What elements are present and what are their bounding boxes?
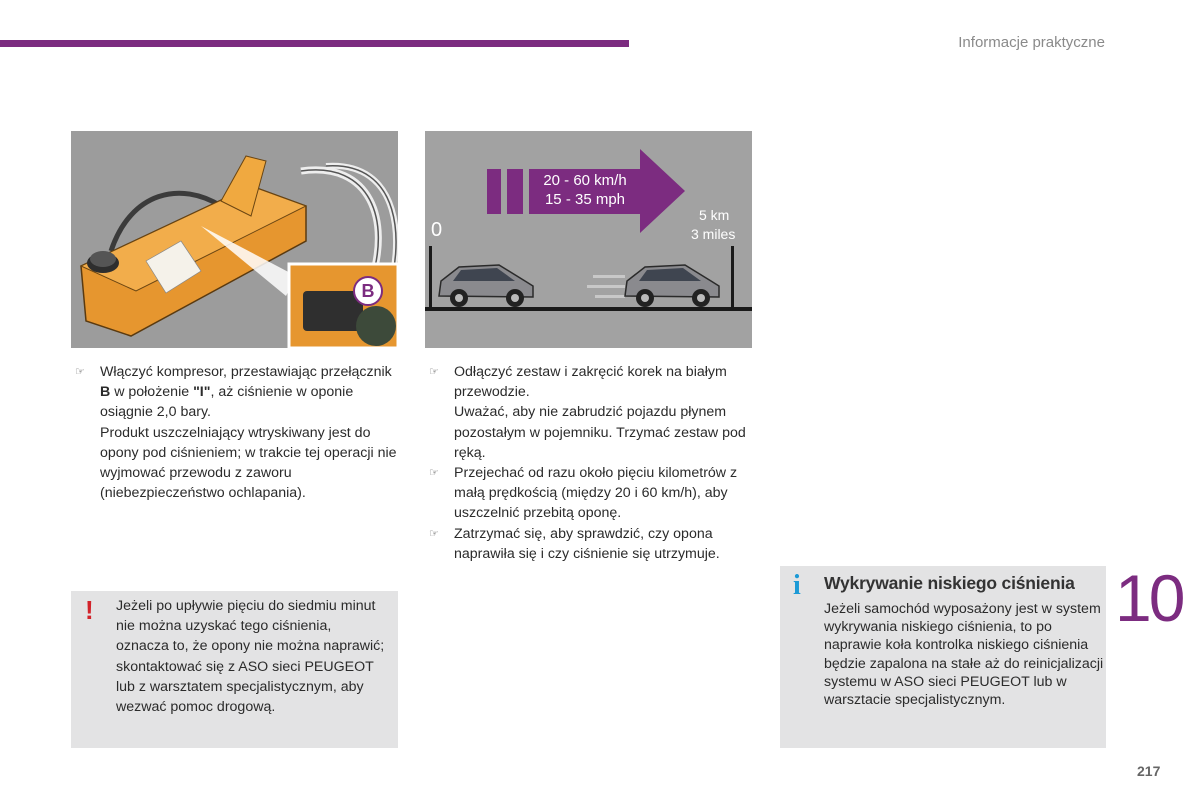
switch-b-badge: B (353, 276, 383, 306)
compressor-illustration (71, 131, 398, 348)
pointing-hand-icon: ☞ (429, 467, 439, 480)
step-note: Produkt uszczelniający wtryskiwany jest do opony pod ciśnieniem; w trakcie tej operacji nie wyjmować przewodu z zaworu (niebezpieczeństwo ochlapania). (100, 424, 397, 502)
step-list-item (427, 463, 757, 524)
start-distance-label: 0 (431, 219, 443, 241)
page-number: 217 (1137, 763, 1161, 779)
distance-miles-label: 3 miles (691, 226, 736, 242)
distance-km-label: 5 km (699, 207, 730, 223)
step-text: Odłączyć zestaw i zakręcić korek na białym przewodzie. (454, 364, 727, 401)
exclamation-icon: ! (85, 595, 94, 625)
header-accent-bar (0, 40, 629, 47)
chapter-number: 10 (1115, 561, 1183, 635)
pointing-hand-icon: ☞ (75, 366, 85, 378)
info-icon: i (793, 570, 801, 601)
step-text: Włączyć kompresor, przestawiając przełącznik B w położenie "I", aż ciśnienie w oponie osiągnie 2,0 bary. (100, 364, 392, 421)
step-text: Przejechać od razu około pięciu kilometrów z małą prędkością (między 20 i 60 km/h), aby uszczelnić przebitą oponę. (454, 465, 738, 522)
instructions-left-column (73, 362, 398, 503)
pointing-hand-icon: ☞ (429, 527, 439, 540)
instructions-right-column (427, 362, 757, 564)
warning-box (71, 591, 398, 748)
step-list-item (427, 362, 757, 463)
section-title: Informacje praktyczne (958, 34, 1105, 51)
speed-mph-label: 15 - 35 mph (544, 191, 626, 208)
step-note: Uważać, aby nie zabrudzić pojazdu płynem pozostałym w pojemniku. Trzymać zestaw pod ręką. (454, 404, 746, 461)
info-box (780, 566, 1106, 748)
driving-speed-illustration (425, 131, 752, 348)
step-list-item (73, 362, 398, 503)
warning-text: Jeżeli po upływie pięciu do siedmiu minut nie można uzyskać tego ciśnienia, oznacza to, że opony nie można naprawić; skontaktować się z ASO sieci PEUGEOT lub z warsztatem specjalistycznym, aby wezwać pomoc drogową. (116, 598, 385, 716)
step-text: Zatrzymać się, aby sprawdzić, czy opona naprawiła się i czy ciśnienie się utrzymuje. (454, 525, 720, 562)
pointing-hand-icon: ☞ (429, 366, 439, 378)
info-text: Jeżeli samochód wyposażony jest w system wykrywania niskiego ciśnienia, to po naprawie koła kontrolka niskiego ciśnienia będzie zapalona na stałe aż do reinicjalizacji systemu w ASO sieci PEUGEOT lub w warsztacie specjalistycznym. (824, 601, 1104, 709)
speed-kmh-label: 20 - 60 km/h (543, 172, 627, 189)
info-title: Wykrywanie niskiego ciśnienia (824, 573, 1075, 593)
step-list-item (427, 524, 757, 564)
